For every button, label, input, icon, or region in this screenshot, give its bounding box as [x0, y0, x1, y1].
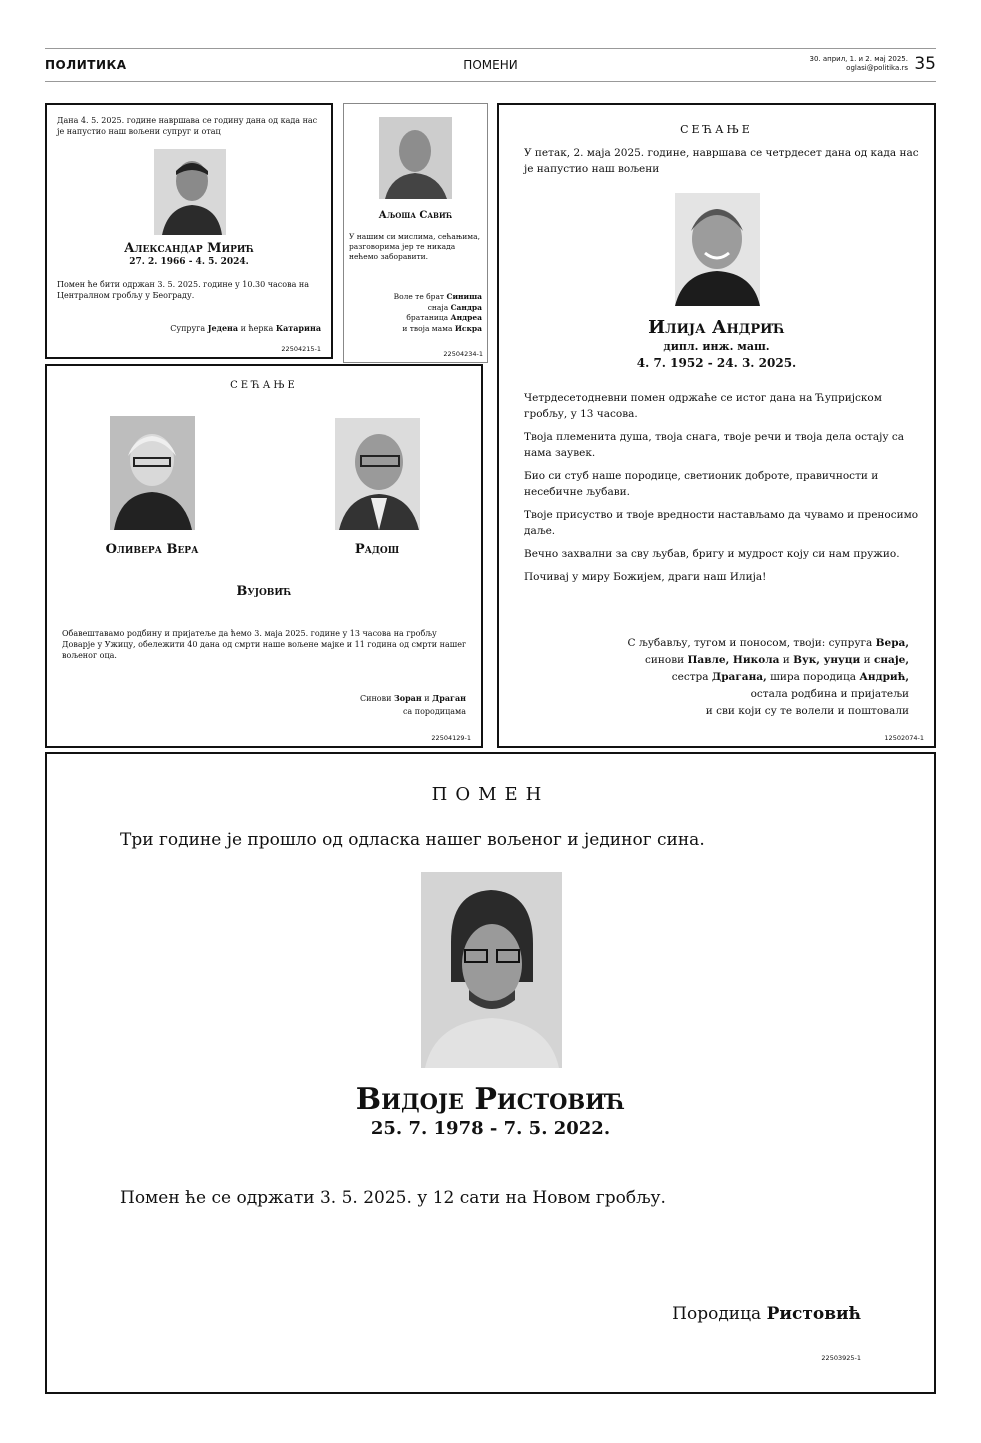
signature-line	[394, 292, 482, 303]
signature-name: Драгана,	[711, 671, 767, 683]
signature-conj: и	[779, 654, 794, 666]
signature	[672, 1304, 861, 1324]
signature-name: Сандра	[450, 302, 482, 312]
ad-code: 22503925-1	[821, 1354, 861, 1362]
signature-name: Искра	[454, 323, 482, 333]
portrait-photo-left	[110, 416, 195, 530]
portrait-photo-right	[335, 418, 420, 530]
signature-line	[394, 324, 482, 335]
ad-paragraphs	[524, 390, 919, 585]
family-surname: Вујовић	[236, 584, 292, 599]
ad-intro: У петак, 2. маја 2025. године, навршава се четрдесет дана од када нас је напустио наш вољени	[524, 147, 919, 175]
page-header	[45, 48, 936, 82]
ad-paragraph: Твоје присуство и твоје вредности настављамо да чувамо и преносимо даље.	[524, 509, 919, 537]
signature-prefix: братаница	[406, 313, 451, 322]
deceased-name: Илија Андрић	[648, 317, 785, 338]
ad-text: У нашим си мислима, сећањима, разговорима јер те никада нећемо заборавити.	[349, 232, 480, 261]
signature-name: Вук, унуци	[793, 654, 861, 666]
signature-prefix: Породица	[672, 1304, 767, 1324]
deceased-dates: 4. 7. 1952 - 24. 3. 2025.	[636, 356, 797, 370]
ad-paragraph: Почивај у миру Божијем, драги наш Илија!	[524, 571, 767, 583]
signature-line	[627, 635, 909, 652]
ad-title: СЕЋАЊЕ	[680, 123, 753, 136]
deceased-dates: 25. 7. 1978 - 7. 5. 2022.	[370, 1118, 611, 1139]
signature-name: снаје,	[873, 654, 909, 666]
signature-prefix: С љубављу, тугом и поносом, твоји: супруга	[627, 637, 876, 649]
deceased-name-left: Оливера Вера	[105, 542, 199, 557]
signature-name: Једена	[207, 323, 239, 333]
obituary-miric	[45, 103, 333, 359]
signature-line	[627, 652, 909, 669]
portrait-image	[154, 149, 226, 235]
signature-line	[394, 303, 482, 314]
ad-intro: Дана 4. 5. 2025. године навршава се годину дана од када нас је напустио наш вољени супруг и отац	[57, 116, 318, 136]
signature-line	[360, 692, 466, 705]
ad-paragraph: Вечно захвални за сву љубав, бригу и мудрост коју си нам пружио.	[524, 548, 900, 560]
ad-code: 22504234-1	[443, 350, 483, 358]
issue-email: oglasi@politika.rs	[846, 64, 908, 72]
deceased-name: Аљоша Савић	[378, 210, 453, 221]
portrait-photo	[675, 193, 760, 306]
signature-line: са породицама	[402, 707, 466, 716]
portrait-image	[379, 117, 452, 199]
signature-conj: и	[421, 694, 433, 703]
portrait-photo	[154, 149, 226, 235]
ad-paragraph: Твоја племенита душа, твоја снага, твоје речи и твоја дела остају са нама заувек.	[524, 431, 904, 459]
deceased-name: Видоје Ристовић	[355, 1082, 626, 1117]
signature-line: и сви који су те волели и поштовали	[705, 705, 909, 717]
ad-code: 22504129-1	[431, 734, 471, 742]
portrait-image	[421, 872, 562, 1068]
signature-prefix: сестра	[671, 671, 712, 683]
signature-prefix: Синови	[360, 694, 394, 703]
ad-intro: Три године је прошло од одласка нашег вољеног и јединог сина.	[120, 830, 705, 850]
signature-name: Андрић,	[859, 671, 909, 683]
signature-conj: шира породица	[766, 671, 860, 683]
memorial-info: Помен ће се одржати 3. 5. 2025. у 12 сати на Новом гробљу.	[120, 1188, 666, 1208]
deceased-dates: 27. 2. 1966 - 4. 5. 2024.	[129, 257, 249, 267]
signature-name: Зоран	[393, 693, 422, 703]
signature-line	[627, 669, 909, 686]
signature-name: Андреа	[450, 313, 482, 322]
signature-conj: и	[860, 654, 874, 666]
signature-prefix: синови	[645, 654, 688, 666]
portrait-photo	[421, 872, 562, 1068]
deceased-profession: дипл. инж. маш.	[663, 340, 770, 353]
portrait-image	[110, 416, 195, 530]
newspaper-logo: ПОЛИТИКА	[45, 58, 127, 72]
obituary-vujovic	[45, 364, 483, 748]
portrait-photo	[379, 117, 452, 199]
obituary-savic	[343, 103, 488, 363]
memorial-info: Помен ће бити одржан 3. 5. 2025. године у 10.30 часова на Централном гробљу у Београду.	[57, 280, 310, 300]
ad-title: ПОМЕН	[431, 784, 550, 805]
signature-name: Синиша	[446, 292, 482, 301]
deceased-name: Александар Мирић	[123, 241, 255, 256]
signature-name: Павле, Никола	[687, 654, 780, 666]
signature-prefix: снаја	[427, 302, 451, 312]
page-number: 35	[914, 54, 936, 74]
issue-date	[809, 55, 908, 73]
obituary-ristovic	[45, 752, 936, 1394]
ad-title: СЕЋАЊЕ	[230, 380, 298, 391]
obituary-andric	[497, 103, 936, 748]
issue-date-line: 30. април, 1. и 2. мај 2025.	[809, 55, 908, 63]
signature	[360, 692, 466, 718]
signature-prefix: Супруга	[170, 324, 208, 333]
portrait-image	[335, 418, 420, 530]
signature-name: Катарина	[275, 323, 321, 333]
portrait-image	[675, 193, 760, 306]
signature-conj: и ћерка	[238, 324, 276, 333]
signature-prefix: и твоја мама	[402, 323, 455, 333]
ad-code: 22504215-1	[281, 345, 321, 353]
signature-name: Ристовић	[766, 1304, 861, 1324]
signature-name: Вера,	[875, 637, 909, 649]
ad-code: 12502074-1	[884, 734, 924, 742]
section-title: ПОМЕНИ	[463, 58, 518, 72]
signature-line: остала родбина и пријатељи	[750, 688, 909, 700]
deceased-name-right: Радош	[354, 542, 400, 557]
signature	[394, 292, 482, 334]
ad-paragraph: Био си стуб наше породице, светионик доброте, правичности и несебичне љубави.	[524, 470, 879, 498]
signature-name: Драган	[432, 693, 466, 703]
signature	[170, 323, 321, 333]
ad-text: Обавештавамо родбину и пријатеље да ћемо 3. маја 2025. године у 13 часова на гробљу Доварје у Ужицу, обележити 40 дана од смрти наше вољене мајке и 11 година од смрти нашег вољеног оца.	[62, 629, 467, 660]
signature	[627, 635, 909, 720]
signature-prefix: Воле те брат	[393, 292, 447, 301]
signature-line	[394, 313, 482, 324]
ad-paragraph: Четрдесетодневни помен одржаће се истог дана на Ћупријском гробљу, у 13 часова.	[524, 392, 882, 420]
